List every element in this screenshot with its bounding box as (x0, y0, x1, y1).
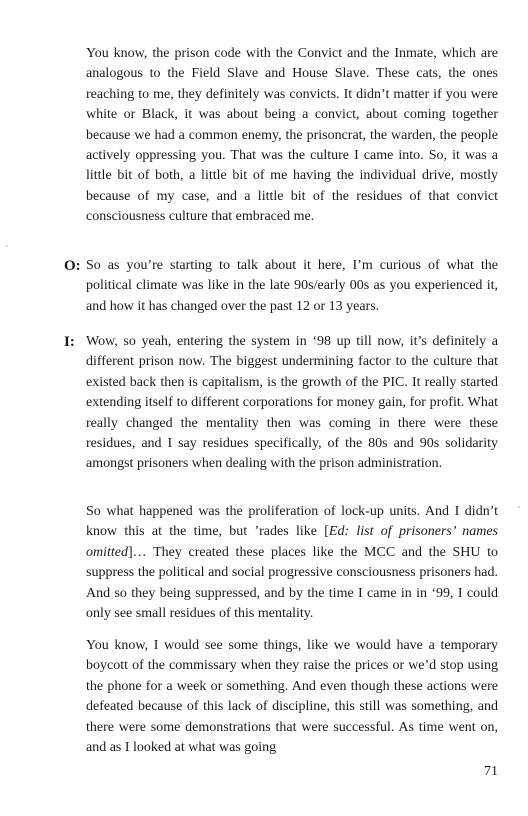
page-number: 71 (484, 764, 498, 779)
scan-speck (518, 506, 520, 508)
paragraph-boycott: You know, I would see some things, like we would have a temporary boycott of the commissary when they raise the prices or we’d stop using the phone for a week or something. And even though these actions were defeated because of this lack of discipline, this still was something, and there were some demonstrations that were successful. As time went on, and as I looked at what was going (86, 638, 498, 756)
paragraph-question: So as you’re starting to talk about it here, I’m curious of what the political climate was like in the late 90s/early 00s as you experienced it, and how it has changed over the past 12 or 13 years. (86, 258, 498, 314)
paragraph-convict-code: You know, the prison code with the Convict and the Inmate, which are analogous to the Field Slave and House Slave. These cats, the ones reaching to me, they definitely was convicts. It didn’t matter if you were white or Black, it was about being a convict, about coming together because we had a common enemy, the prisoncrat, the warden, the people actively oppressing you. That was the culture I came into. So, it was a little bit of both, a little bit of me having the individual drive, mostly because of my case, and a little bit of the residues of that convict consciousness culture that embraced me. (86, 46, 498, 225)
editor-note: Ed: list of prisoners’ names omitted (86, 524, 498, 560)
paragraph-lockup-text-before: So what happened was the proliferation of lock-up units. And I didn’t know this at the time, but ’rades like [ (86, 504, 498, 540)
paragraph-answer: Wow, so yeah, entering the system in ‘98 up till now, it’s definitely a different prison now. The biggest undermining factor to the culture that existed back then is capitalism, is the growth of the PIC. It really started extending itself to different corporations for money gain, for profit. What really changed the mentality then was coming in there were these residues, and I say residues specifically, of the 80s and 90s solidarity amongst prisoners when dealing with the prison administration. (86, 334, 498, 472)
speaker-label-o: O: (64, 258, 81, 274)
paragraph-lockup-text-after: ]… They created these places like the MCC and the SHU to suppress the political and social progressive consciousness prisoners had. And so they being suppressed, and by the time I came in in ‘99, I could only see small residues of this mentality. (86, 544, 498, 622)
scan-speck (6, 245, 8, 247)
speaker-label-i: I: (64, 334, 75, 350)
paragraph-lockup-units (86, 502, 498, 624)
